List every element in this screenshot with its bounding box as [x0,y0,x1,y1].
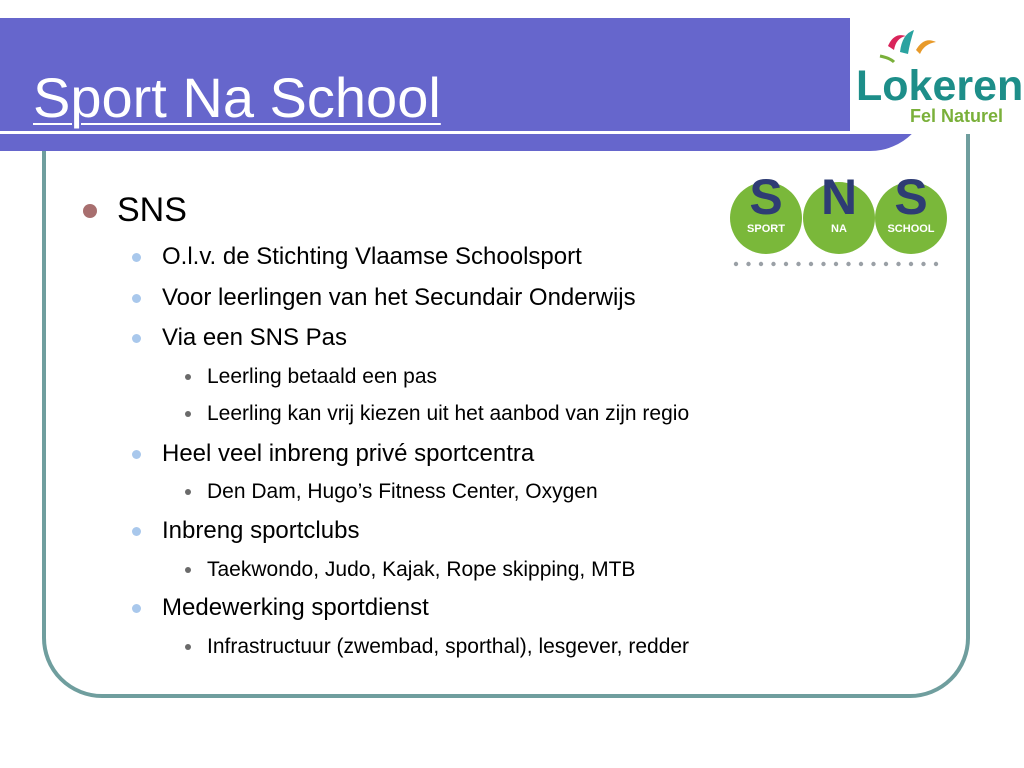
sns-letter-1: S [749,169,783,225]
bullet-text-level-2: Leerling betaald een pas [207,365,438,388]
logo-leaf-orange [916,40,936,54]
bullet-marker-level-0 [83,204,97,218]
lokeren-logo-name: Lokeren [856,62,1024,110]
sns-dot [859,262,863,266]
sns-letter-2: N [820,169,858,225]
sns-dot [771,262,775,266]
bullet-marker-level-1 [132,294,141,303]
bullet-marker-level-2 [185,567,191,573]
slide-title: Sport Na School [33,66,441,129]
sns-circle-1 [730,169,802,254]
bullet-marker-level-1 [132,604,141,613]
bullet-text-level-1: Voor leerlingen van het Secundair Onderwijs [162,284,636,311]
sns-word-2: NA [831,223,847,235]
sns-letter-3: S [894,169,928,225]
lokeren-logo-tagline: Fel Naturel [910,106,1004,126]
bullet-marker-level-2 [185,644,191,650]
sns-dot [746,262,750,266]
sns-dot-row [734,262,938,266]
bullet-marker-level-1 [132,253,141,262]
sns-dot [909,262,913,266]
sns-dot [796,262,800,266]
bullet-text-level-1: Medewerking sportdienst [162,594,429,621]
sns-dot [809,262,813,266]
sns-circle-3 [875,169,947,254]
bullet-marker-level-2 [185,374,191,380]
bullet-text-level-1: Inbreng sportclubs [162,517,360,544]
sns-dot [834,262,838,266]
bullet-text-level-1: Via een SNS Pas [162,324,348,351]
bullet-text-level-1: O.l.v. de Stichting Vlaamse Schoolsport [162,243,582,270]
sns-dot [921,262,925,266]
sns-word-1: SPORT [747,223,785,235]
sns-dot [871,262,875,266]
sns-word-3: SCHOOL [887,223,935,235]
bullet-text-level-2: Leerling kan vrij kiezen uit het aanbod van zijn regio [207,402,690,425]
bullet-text-level-1: Heel veel inbreng privé sportcentra [162,440,535,467]
bullet-marker-level-1 [132,450,141,459]
sns-logo-graphic [728,164,952,272]
bullet-text-level-2: Infrastructuur (zwembad, sporthal), lesgever, redder [207,635,690,658]
bullet-marker-level-2 [185,489,191,495]
bullet-marker-level-1 [132,527,141,536]
bullet-text-level-0: SNS [117,191,187,229]
bullet-marker-level-1 [132,334,141,343]
lokeren-logo [850,18,1024,134]
sns-dot [784,262,788,266]
title-underline-rule [0,131,850,134]
bullet-marker-level-2 [185,411,191,417]
sns-logo [728,164,952,272]
logo-leaf-teal [900,30,914,54]
bullet-text-level-2: Taekwondo, Judo, Kajak, Rope skipping, MTB [207,558,636,581]
sns-dot [896,262,900,266]
lokeren-logo-graphic [850,18,1024,134]
sns-dot [821,262,825,266]
sns-dot [846,262,850,266]
sns-dot [884,262,888,266]
sns-circle-2 [803,169,875,254]
sns-dot [759,262,763,266]
bullet-text-level-2: Den Dam, Hugo’s Fitness Center, Oxygen [207,480,598,503]
sns-dot [934,262,938,266]
sns-dot [734,262,738,266]
